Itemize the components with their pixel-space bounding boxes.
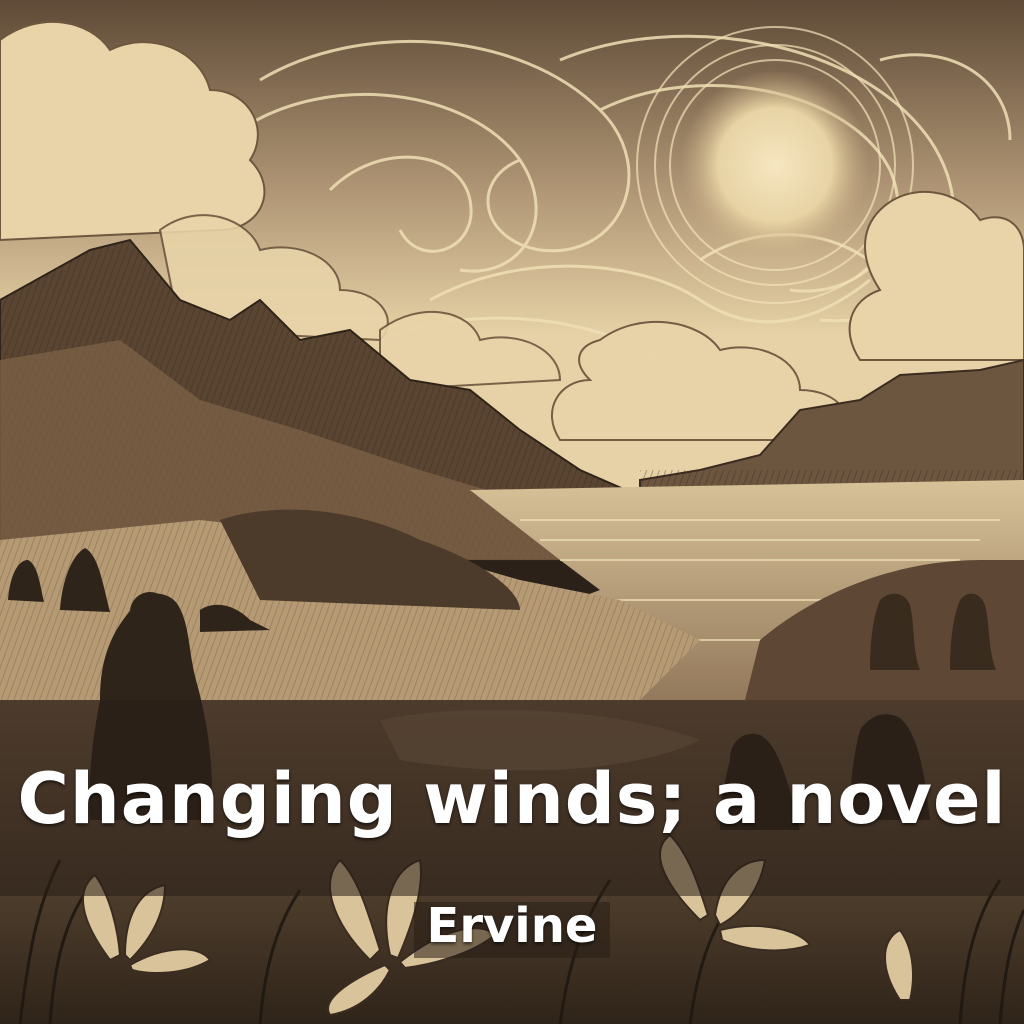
book-title: Changing winds; a novel <box>17 758 1007 840</box>
sun-icon <box>680 70 870 260</box>
book-author: Ervine <box>426 898 598 954</box>
